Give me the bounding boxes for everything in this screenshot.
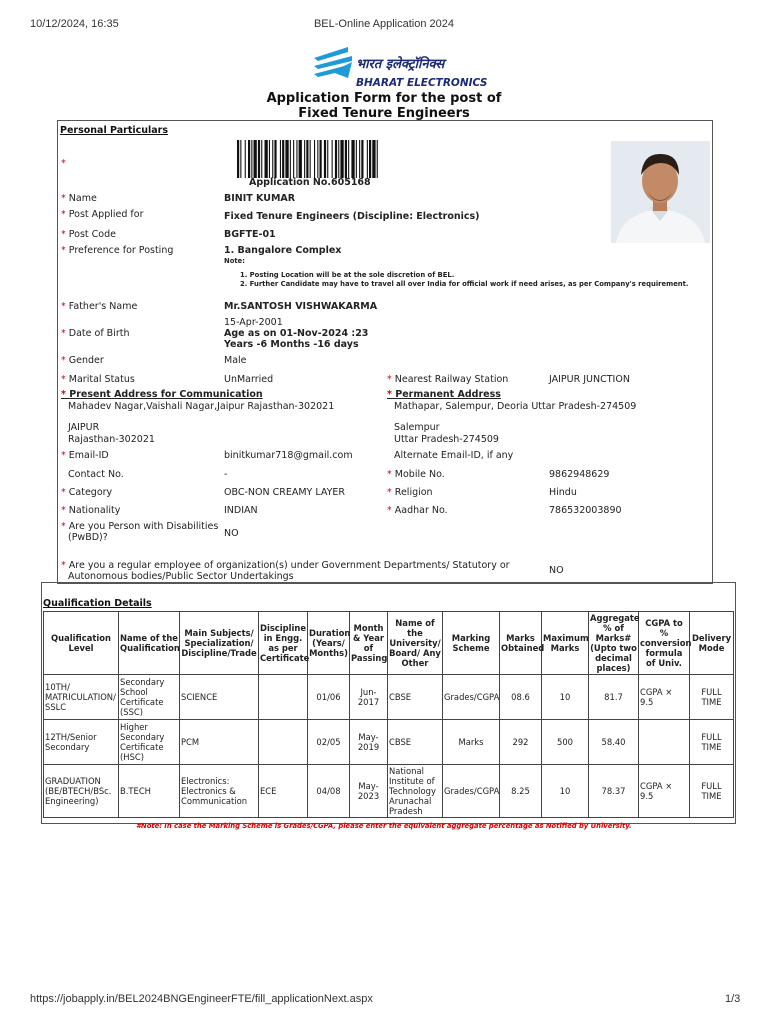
barcode-bar xyxy=(269,140,270,178)
qualification-table xyxy=(43,611,734,818)
qualification-heading: Qualification Details xyxy=(43,598,152,609)
barcode-bar xyxy=(369,140,371,178)
value-contact: - xyxy=(224,469,228,480)
barcode-bar xyxy=(248,140,250,178)
table-cell: May-2019 xyxy=(350,720,388,765)
label-email: * Email-ID xyxy=(61,450,109,461)
value-pwbd: NO xyxy=(224,528,239,539)
table-cell: B.TECH xyxy=(119,765,180,818)
barcode-bar xyxy=(265,140,268,178)
label-pwbd: * Are you Person with Disabilities xyxy=(61,521,219,532)
table-cell: 08.6 xyxy=(500,675,542,720)
table-cell: 81.7 xyxy=(589,675,639,720)
value-name: BINIT KUMAR xyxy=(224,193,296,204)
barcode-bar xyxy=(240,140,241,178)
table-cell: Secondary School Certificate (SSC) xyxy=(119,675,180,720)
value-post-applied: Fixed Tenure Engineers (Discipline: Electronics) xyxy=(224,211,480,222)
value-nationality: INDIAN xyxy=(224,505,258,516)
barcode-bar xyxy=(367,140,368,178)
barcode-bar xyxy=(245,140,246,178)
table-cell xyxy=(259,675,308,720)
table-cell: GRADUATION (BE/BTECH/BSc. Engineering) xyxy=(44,765,119,818)
present-address-line3: Rajasthan-302021 xyxy=(68,434,155,445)
table-cell xyxy=(639,720,690,765)
label-dob: * Date of Birth xyxy=(61,328,130,339)
barcode-bar xyxy=(348,140,349,178)
logo-english-text: BHARAT ELECTRONICS xyxy=(356,77,488,89)
value-railway-station: JAIPUR JUNCTION xyxy=(549,374,630,385)
barcode-bar xyxy=(338,140,339,178)
table-cell: FULL TIME xyxy=(690,720,734,765)
barcode-bar xyxy=(251,140,252,178)
barcode-bar xyxy=(293,140,294,178)
column-header: Month & Year of Passing xyxy=(350,612,388,675)
table-cell: CBSE xyxy=(388,675,443,720)
label-gender: * Gender xyxy=(61,355,104,366)
barcode-bar xyxy=(299,140,302,178)
table-cell xyxy=(259,720,308,765)
bel-logo xyxy=(312,44,488,90)
column-header: Delivery Mode xyxy=(690,612,734,675)
table-cell: 8.25 xyxy=(500,765,542,818)
table-cell: 10 xyxy=(542,675,589,720)
application-number: Application No.605168 xyxy=(249,177,371,188)
column-header: Marking Scheme xyxy=(443,612,500,675)
form-title-line2: Fixed Tenure Engineers xyxy=(298,106,470,121)
column-header: Duration (Years/ Months) xyxy=(308,612,350,675)
label-pwbd-line2: (PwBD)? xyxy=(68,532,108,543)
label-name: * Name xyxy=(61,193,97,204)
value-dob: 15-Apr-2001 xyxy=(224,317,283,328)
barcode-bar xyxy=(282,140,284,178)
column-header: Name of the Qualification xyxy=(119,612,180,675)
barcode-bar xyxy=(345,140,347,178)
table-cell: 500 xyxy=(542,720,589,765)
barcode-bar xyxy=(327,140,328,178)
barcode-bar xyxy=(372,140,375,178)
required-star: * xyxy=(61,158,66,169)
table-cell: SCIENCE xyxy=(180,675,259,720)
label-category: * Category xyxy=(61,487,113,498)
permanent-address-line1: Mathapar, Salempur, Deoria Uttar Pradesh-274509 xyxy=(394,401,637,412)
value-category: OBC-NON CREAMY LAYER xyxy=(224,487,346,498)
table-cell: Grades/CGPA xyxy=(443,765,500,818)
print-url: https://jobapply.in/BEL2024BNGEngineerFTE/fill_applicationNext.aspx xyxy=(30,993,373,1005)
column-header: Maximum Marks xyxy=(542,612,589,675)
table-cell: 10 xyxy=(542,765,589,818)
barcode-bar xyxy=(361,140,363,178)
table-cell: Electronics: Electronics & Communication xyxy=(180,765,259,818)
table-cell: CGPA × 9.5 xyxy=(639,675,690,720)
label-aadhar: * Aadhar No. xyxy=(387,505,448,516)
table-cell: CBSE xyxy=(388,720,443,765)
barcode-bar xyxy=(272,140,273,178)
barcode-bar xyxy=(335,140,337,178)
logo-hindi-text: भारत इलेक्ट्रॉनिक्स xyxy=(356,57,445,72)
column-header: CGPA to % conversion formula of Univ. xyxy=(639,612,690,675)
label-fathers-name: * Father's Name xyxy=(61,301,138,312)
present-address-line2: JAIPUR xyxy=(68,422,100,433)
column-header: Aggregate % of Marks# (Upto two decimal places) xyxy=(590,613,640,673)
column-header: Name of the University/ Board/ Any Other xyxy=(388,612,443,675)
value-govt-employee: NO xyxy=(549,565,564,576)
table-cell: National Institute of Technology Arunachal Pradesh xyxy=(388,765,443,818)
barcode-bar xyxy=(306,140,308,178)
value-posting-preference: 1. Bangalore Complex xyxy=(224,245,342,256)
label-mobile: * Mobile No. xyxy=(387,469,445,480)
label-nationality: * Nationality xyxy=(61,505,121,516)
value-gender: Male xyxy=(224,355,247,366)
permanent-address-line3: Uttar Pradesh-274509 xyxy=(394,434,499,445)
barcode-bar xyxy=(304,140,305,178)
table-cell: PCM xyxy=(180,720,259,765)
table-cell: 01/06 xyxy=(308,675,350,720)
table-cell: Jun-2017 xyxy=(350,675,388,720)
posting-note-1: 1. Posting Location will be at the sole discretion of BEL. xyxy=(240,271,455,279)
barcode-bar xyxy=(359,140,360,178)
table-cell: FULL TIME xyxy=(690,675,734,720)
table-cell: ECE xyxy=(259,765,308,818)
barcode-bar xyxy=(254,140,257,178)
value-religion: Hindu xyxy=(549,487,577,498)
table-row xyxy=(44,720,734,765)
value-marital-status: UnMarried xyxy=(224,374,274,385)
column-header: Marks Obtained xyxy=(500,612,542,675)
barcode-bar xyxy=(356,140,357,178)
value-mobile: 9862948629 xyxy=(549,469,610,480)
table-cell: 292 xyxy=(500,720,542,765)
barcode-bar xyxy=(351,140,354,178)
column-header: Discipline in Engg. as per Certificate xyxy=(259,612,308,675)
table-cell: CGPA × 9.5 xyxy=(639,765,690,818)
label-govt-employee-line2: Autonomous bodies/Public Sector Undertakings xyxy=(68,571,294,582)
value-age-line2: Years -6 Months -16 days xyxy=(224,339,359,350)
barcode-bar xyxy=(320,140,322,178)
marking-scheme-note: #Note: In case the Marking Scheme is Grades/CGPA, please enter the equivalent aggregate percentage as Notified by University. xyxy=(136,822,632,830)
barcode-bar xyxy=(340,140,343,178)
barcode-bar xyxy=(310,140,311,178)
barcode-bar xyxy=(324,140,326,178)
table-cell: FULL TIME xyxy=(690,765,734,818)
value-fathers-name: Mr.SANTOSH VISHWAKARMA xyxy=(224,301,378,312)
label-marital-status: * Marital Status xyxy=(61,374,135,385)
value-age-line1: Age as on 01-Nov-2024 :23 xyxy=(224,328,369,339)
label-govt-employee: * Are you a regular employee of organization(s) under Government Departments/ Statutory or xyxy=(61,560,510,571)
form-title-line1: Application Form for the post of xyxy=(266,91,502,106)
barcode-bar xyxy=(296,140,297,178)
posting-note-label: Note: xyxy=(224,257,245,265)
barcode-bar xyxy=(274,140,276,178)
table-cell: May-2023 xyxy=(350,765,388,818)
qualification-header-row xyxy=(44,612,734,675)
applicant-photo xyxy=(611,141,710,243)
value-aadhar: 786532003890 xyxy=(549,505,622,516)
barcode-bar xyxy=(237,140,239,178)
table-cell: Marks xyxy=(443,720,500,765)
barcode-bar xyxy=(280,140,281,178)
label-posting-preference: * Preference for Posting xyxy=(61,245,174,256)
table-cell: 12TH/Senior Secondary xyxy=(44,720,119,765)
table-cell: 58.40 xyxy=(589,720,639,765)
barcode-bar xyxy=(285,140,288,178)
label-present-address: * Present Address for Communication xyxy=(61,389,263,400)
barcode-bar xyxy=(290,140,291,178)
posting-note-2: 2. Further Candidate may have to travel all over India for official work if need arises, as per Company's requirement. xyxy=(240,280,689,288)
table-cell: 10TH/ MATRICULATION/ SSLC xyxy=(44,675,119,720)
present-address-line1: Mahadev Nagar,Vaishali Nagar,Jaipur Rajasthan-302021 xyxy=(68,401,335,412)
permanent-address-line2: Salempur xyxy=(394,422,440,433)
barcode-bar xyxy=(317,140,318,178)
barcode-bar xyxy=(377,140,378,178)
column-header: Main Subjects/ Specialization/ Discipline/Trade xyxy=(180,612,259,675)
barcode-bar xyxy=(258,140,260,178)
table-cell: 78.37 xyxy=(589,765,639,818)
table-cell: Grades/CGPA xyxy=(443,675,500,720)
barcode-bar xyxy=(332,140,333,178)
label-post-applied: * Post Applied for xyxy=(61,209,144,220)
column-header: Qualification Level xyxy=(44,612,119,675)
label-permanent-address: * Permanent Address xyxy=(387,389,501,400)
table-cell: 04/08 xyxy=(308,765,350,818)
barcode-bar xyxy=(261,140,262,178)
table-row xyxy=(44,765,734,818)
label-alt-email: Alternate Email-ID, if any xyxy=(394,450,514,461)
table-row xyxy=(44,675,734,720)
barcode-bar xyxy=(314,140,315,178)
application-barcode xyxy=(237,140,379,178)
value-email: binitkumar718@gmail.com xyxy=(224,450,353,461)
table-cell: 02/05 xyxy=(308,720,350,765)
print-page-number: 1/3 xyxy=(725,993,741,1005)
label-railway-station: * Nearest Railway Station xyxy=(387,374,509,385)
label-post-code: * Post Code xyxy=(61,229,116,240)
label-contact: Contact No. xyxy=(68,469,124,480)
print-title: BEL-Online Application 2024 xyxy=(313,18,455,30)
value-post-code: BGFTE-01 xyxy=(224,229,276,240)
label-religion: * Religion xyxy=(387,487,433,498)
personal-particulars-heading: Personal Particulars xyxy=(60,125,169,136)
print-datetime: 10/12/2024, 16:35 xyxy=(30,18,119,30)
table-cell: Higher Secondary Certificate (HSC) xyxy=(119,720,180,765)
